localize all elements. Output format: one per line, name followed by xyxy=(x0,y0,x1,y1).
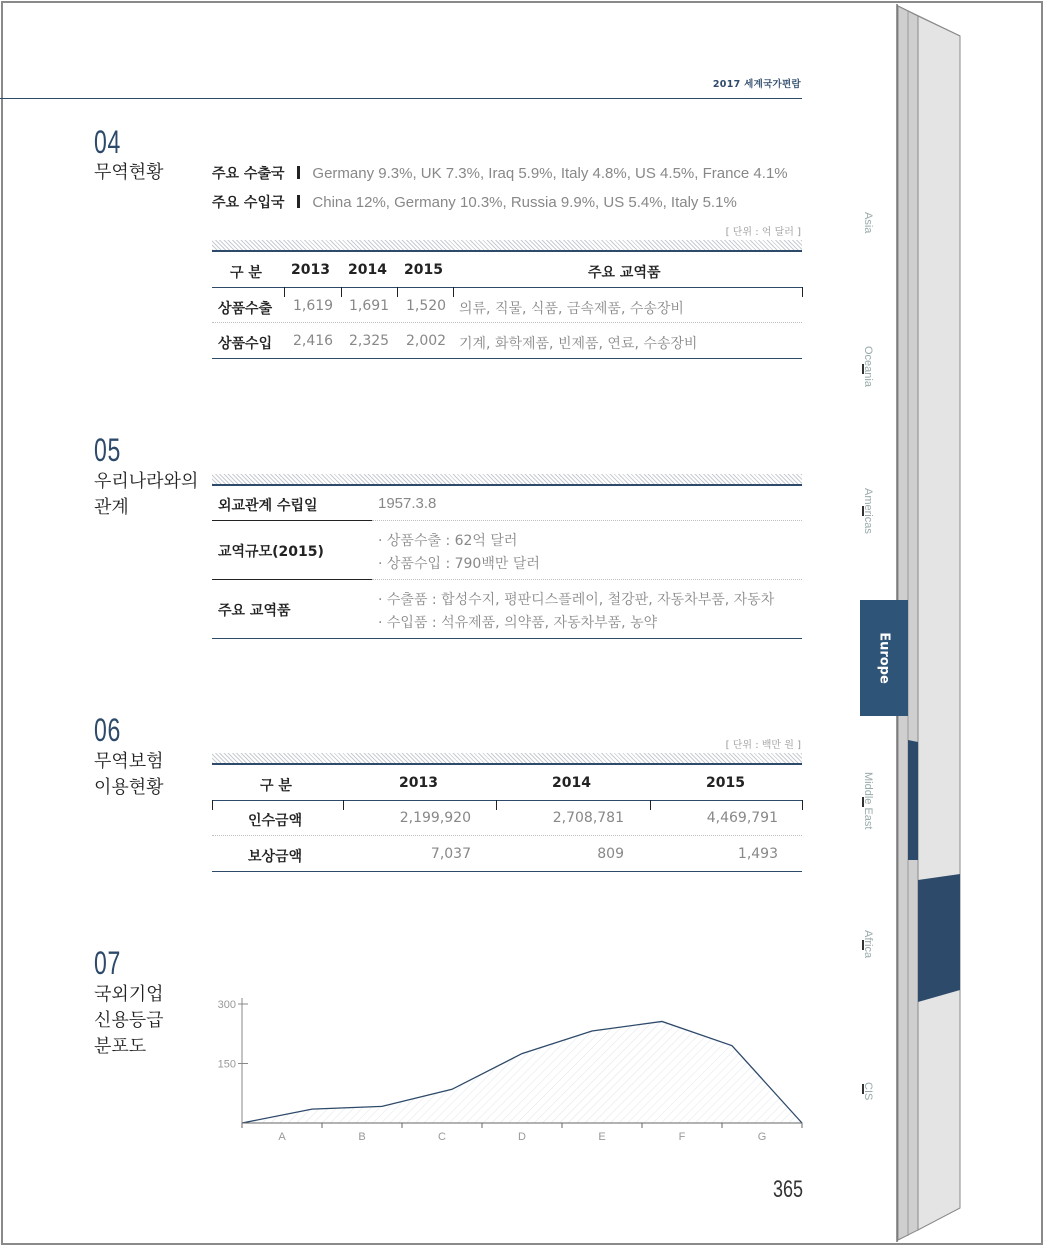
chart-area-fill xyxy=(242,1021,802,1123)
chart-x-tick-label: D xyxy=(518,1131,526,1143)
chart-x-tick-label: E xyxy=(598,1131,606,1143)
table-cell: 1,520 xyxy=(406,298,447,314)
label-rule xyxy=(212,520,372,521)
export-countries-value: Germany 9.3%, UK 7.3%, Iraq 5.9%, Italy 4.8%, US 4.5%, France 4.1% xyxy=(312,165,788,182)
running-header: 2017 세계국가편람 xyxy=(712,79,801,90)
import-countries-label: 주요 수입국 xyxy=(212,195,285,211)
section-title-line2: 관계 xyxy=(94,497,129,518)
table-cell: 의류, 직물, 식품, 금속제품, 수송장비 xyxy=(459,301,684,317)
column-tick xyxy=(284,287,285,297)
label-rule xyxy=(212,579,372,580)
section-title-line2: 신용등급 xyxy=(94,1010,164,1031)
table-row-label: 인수금액 xyxy=(248,813,303,829)
unit-label: [ 단위 : 백만 원 ] xyxy=(725,740,801,751)
row-divider xyxy=(372,579,802,580)
side-tab-europe-label: Europe xyxy=(876,632,892,684)
table-bottom-rule xyxy=(212,638,802,639)
relation-label: 주요 교역품 xyxy=(218,603,291,619)
section-title: 무역현황 xyxy=(94,162,164,183)
row-divider xyxy=(212,322,802,323)
table-stripe xyxy=(212,753,802,763)
section-number: 05 xyxy=(94,432,122,468)
table-top-rule xyxy=(212,250,802,252)
chart-x-tick-label: B xyxy=(358,1131,366,1143)
row-divider xyxy=(372,520,802,521)
table-cell: 기계, 화학제품, 빈제품, 연료, 수송장비 xyxy=(459,336,698,352)
side-tab-oceania[interactable]: Oceania xyxy=(862,346,874,387)
column-tick xyxy=(397,287,398,297)
relation-label: 외교관계 수립일 xyxy=(218,498,318,514)
page-number: 365 xyxy=(772,1176,803,1203)
relation-value: · 상품수입 : 790백만 달러 xyxy=(378,556,540,572)
table-top-rule xyxy=(212,763,802,765)
import-countries-value: China 12%, Germany 10.3%, Russia 9.9%, US 5.4%, Italy 5.1% xyxy=(312,194,737,211)
relation-value: 1957.3.8 xyxy=(378,495,437,512)
table-top-rule xyxy=(212,484,802,486)
table-cell: 809 xyxy=(597,846,624,862)
table-cell: 4,469,791 xyxy=(706,810,778,826)
relation-value: · 수출품 : 합성수지, 평판디스플레이, 철강판, 자동차부품, 자동차 xyxy=(378,592,775,608)
table-header-2014: 2014 xyxy=(348,262,387,278)
table-bottom-rule xyxy=(212,871,802,872)
chart-x-tick-label: G xyxy=(757,1131,767,1143)
chart-x-tick-label: F xyxy=(678,1131,686,1143)
side-tab-americas[interactable]: Americas xyxy=(862,488,874,534)
table-header-2015: 2015 xyxy=(706,775,745,791)
credit-rating-chart xyxy=(200,990,820,1150)
table-cell: 1,691 xyxy=(349,298,390,314)
column-tick xyxy=(453,287,454,297)
section-title-line3: 분포도 xyxy=(94,1036,147,1057)
table-stripe xyxy=(212,474,802,484)
section-title-line2: 이용현황 xyxy=(94,777,164,798)
table-row-label: 보상금액 xyxy=(248,849,303,865)
side-tab-cis[interactable]: CIS xyxy=(862,1082,874,1101)
column-tick xyxy=(802,800,803,810)
table-header-goods: 주요 교역품 xyxy=(588,265,661,281)
column-tick xyxy=(343,800,344,810)
table-cell: 2,199,920 xyxy=(399,810,471,826)
table-cell: 1,493 xyxy=(737,846,778,862)
table-header-2015: 2015 xyxy=(404,262,443,278)
header-rule xyxy=(212,287,802,288)
table-header-category: 구 분 xyxy=(260,778,292,794)
table-cell: 1,619 xyxy=(293,298,334,314)
side-tab-asia[interactable]: Asia xyxy=(862,212,874,234)
column-tick xyxy=(650,800,651,810)
table-stripe xyxy=(212,240,802,250)
side-tab-europe-active[interactable] xyxy=(860,600,908,716)
section-title-line1: 무역보험 xyxy=(94,751,164,772)
relation-value: · 수입품 : 석유제품, 의약품, 자동차부품, 농약 xyxy=(378,615,658,631)
chart-x-tick-label: A xyxy=(278,1131,286,1143)
chart-y-tick-label: 150 xyxy=(217,1058,236,1071)
relation-label: 교역규모(2015) xyxy=(218,544,324,560)
table-bottom-rule xyxy=(212,358,802,359)
section-number: 04 xyxy=(94,124,122,160)
section-title-line1: 국외기업 xyxy=(94,984,164,1005)
table-header-2014: 2014 xyxy=(552,775,591,791)
column-tick xyxy=(496,800,497,810)
import-countries-row xyxy=(212,192,737,212)
table-cell: 2,416 xyxy=(293,333,334,349)
chart-y-tick-label: 300 xyxy=(217,999,236,1011)
section-number: 06 xyxy=(94,712,122,748)
relation-value: · 상품수출 : 62억 달러 xyxy=(378,533,518,549)
table-row-label: 상품수입 xyxy=(218,336,273,352)
table-cell: 2,708,781 xyxy=(552,810,624,826)
header-rule xyxy=(212,800,802,801)
side-tab-middle-east[interactable]: Middle East xyxy=(862,772,874,830)
table-cell: 7,037 xyxy=(430,846,471,862)
side-tab-africa[interactable]: Africa xyxy=(862,930,874,959)
column-tick xyxy=(341,287,342,297)
table-cell: 2,002 xyxy=(406,333,447,349)
header-rule xyxy=(0,98,802,99)
separator-bar xyxy=(297,166,300,179)
unit-label: [ 단위 : 억 달러 ] xyxy=(725,227,801,238)
column-tick xyxy=(212,800,213,810)
table-header-2013: 2013 xyxy=(399,775,438,791)
section-number: 07 xyxy=(94,945,122,981)
section-title-line1: 우리나라와의 xyxy=(94,471,199,492)
separator-bar xyxy=(297,195,300,208)
table-row-label: 상품수출 xyxy=(218,301,273,317)
export-countries-row xyxy=(212,163,788,183)
table-header-2013: 2013 xyxy=(291,262,330,278)
row-divider xyxy=(212,835,802,836)
table-header-category: 구 분 xyxy=(230,265,262,281)
chart-x-tick-label: C xyxy=(438,1131,446,1143)
table-cell: 2,325 xyxy=(349,333,390,349)
export-countries-label: 주요 수출국 xyxy=(212,166,285,182)
column-tick xyxy=(802,287,803,297)
